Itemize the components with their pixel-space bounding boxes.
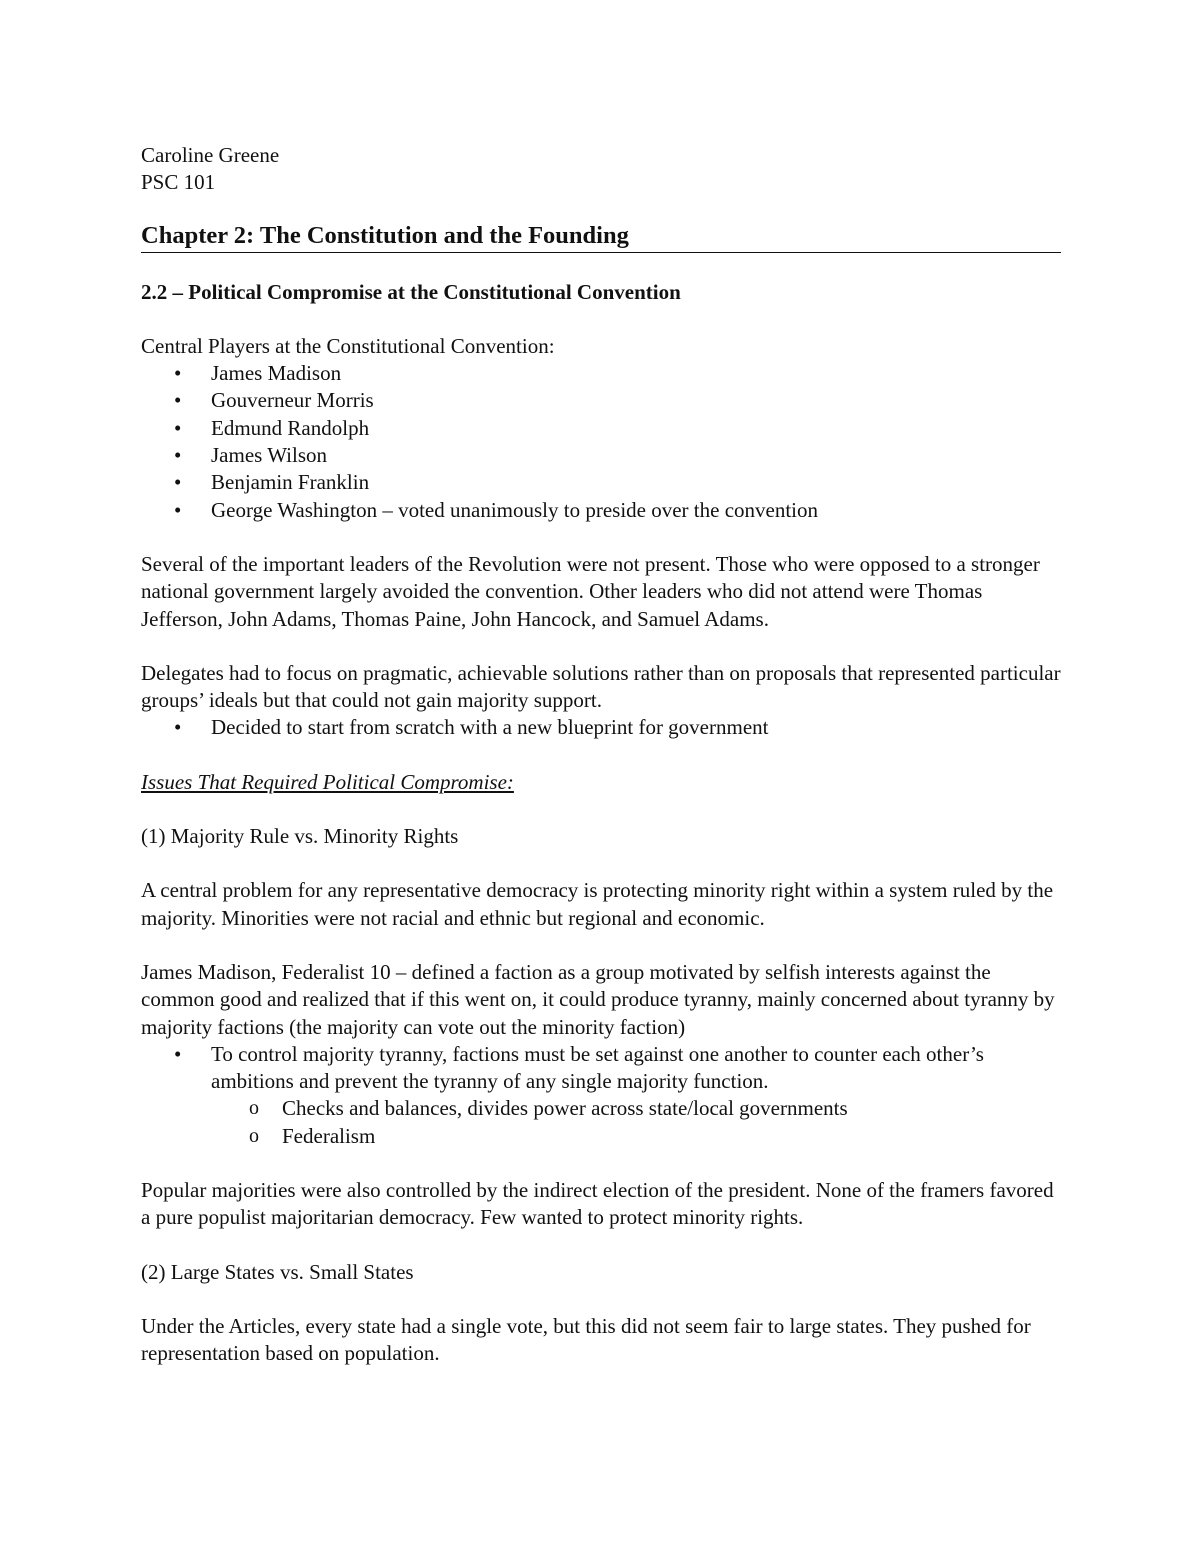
sub-list-item-text: Checks and balances, divides power across state/local governments [282, 1096, 848, 1121]
list-item [141, 497, 1061, 524]
issues-heading: Issues That Required Political Compromise: [141, 769, 514, 794]
bullet-icon: • [174, 388, 182, 413]
author-name: Caroline Greene [141, 143, 280, 167]
list-item-text: George Washington – voted unanimously to preside over the convention [211, 497, 819, 522]
spacer [141, 1286, 1061, 1313]
list-item-text: Gouverneur Morris [211, 388, 374, 413]
issue-2-title: (2) Large States vs. Small States [141, 1259, 414, 1284]
issue-1-list [141, 1041, 1061, 1096]
list-item [141, 442, 1061, 469]
list-item [141, 714, 1061, 741]
list-item-text: James Wilson [211, 443, 328, 468]
spacer [141, 633, 1061, 660]
paragraph-absent-leaders: Several of the important leaders of the Revolution were not present. Those who were opposed to a stronger national government largely avoided the convention. Other leaders who did not attend were Thomas Jefferson, John Adams, Thomas Paine, John Hancock, and Samuel Adams. [141, 551, 1040, 631]
bullet-icon: • [174, 361, 182, 386]
spacer [141, 932, 1061, 959]
issue-1-paragraph-1: A central problem for any representative democracy is protecting minority right within a system ruled by the majority. Minorities were not racial and ethnic but regional and economic. [141, 878, 1054, 930]
issue-1-paragraph-2: James Madison, Federalist 10 – defined a faction as a group motivated by selfish interests against the common good and realized that if this went on, it could produce tyranny, mainly concerned about tyranny by majority factions (the majority can vote out the minority faction) [141, 959, 1055, 1039]
players-list [141, 360, 1061, 524]
document-page [141, 142, 1061, 1368]
list-item-text: James Madison [211, 361, 342, 386]
bullet-icon: • [174, 470, 182, 495]
issue-1-paragraph-3: Popular majorities were also controlled by the indirect election of the president. None of the framers favored a pure populist majoritarian democracy. Few wanted to protect minority rights. [141, 1178, 1054, 1230]
delegates-list [141, 714, 1061, 741]
spacer [141, 1232, 1061, 1259]
list-item [141, 1041, 1061, 1096]
chapter-title: Chapter 2: The Constitution and the Founding [141, 221, 1061, 253]
spacer [141, 1150, 1061, 1177]
players-intro: Central Players at the Constitutional Convention: [141, 333, 555, 358]
sub-list-item [141, 1123, 1061, 1150]
list-item-text: Edmund Randolph [211, 415, 370, 440]
list-item [141, 469, 1061, 496]
bullet-icon: • [174, 497, 182, 522]
list-item [141, 360, 1061, 387]
list-item [141, 415, 1061, 442]
sub-list-item-text: Federalism [282, 1123, 376, 1148]
bullet-icon: • [174, 1041, 182, 1066]
course-code: PSC 101 [141, 170, 216, 195]
circle-bullet-icon: o [249, 1124, 259, 1147]
bullet-icon: • [174, 443, 182, 468]
spacer [141, 850, 1061, 877]
circle-bullet-icon: o [249, 1097, 259, 1120]
list-item-text: Decided to start from scratch with a new blueprint for government [211, 715, 769, 740]
bullet-icon: • [174, 415, 182, 440]
issue-1-sub-list [141, 1095, 1061, 1150]
list-item [141, 387, 1061, 414]
spacer [141, 796, 1061, 823]
issue-1-title: (1) Majority Rule vs. Minority Rights [141, 824, 459, 849]
paragraph-delegates: Delegates had to focus on pragmatic, achievable solutions rather than on proposals that represented particular groups’ ideals but that could not gain majority support. [141, 660, 1061, 713]
list-item-text: Benjamin Franklin [211, 470, 370, 495]
issue-2-paragraph-1: Under the Articles, every state had a single vote, but this did not seem fair to large states. They pushed for representation based on population. [141, 1313, 1031, 1366]
spacer [141, 524, 1061, 551]
section-title: 2.2 – Political Compromise at the Constitutional Convention [141, 279, 681, 304]
bullet-icon: • [174, 715, 182, 740]
spacer [141, 742, 1061, 769]
sub-list-item [141, 1095, 1061, 1122]
list-item-text: To control majority tyranny, factions must be set against one another to counter each other’s ambitions and prevent the tyranny of any single majority function. [211, 1041, 984, 1094]
